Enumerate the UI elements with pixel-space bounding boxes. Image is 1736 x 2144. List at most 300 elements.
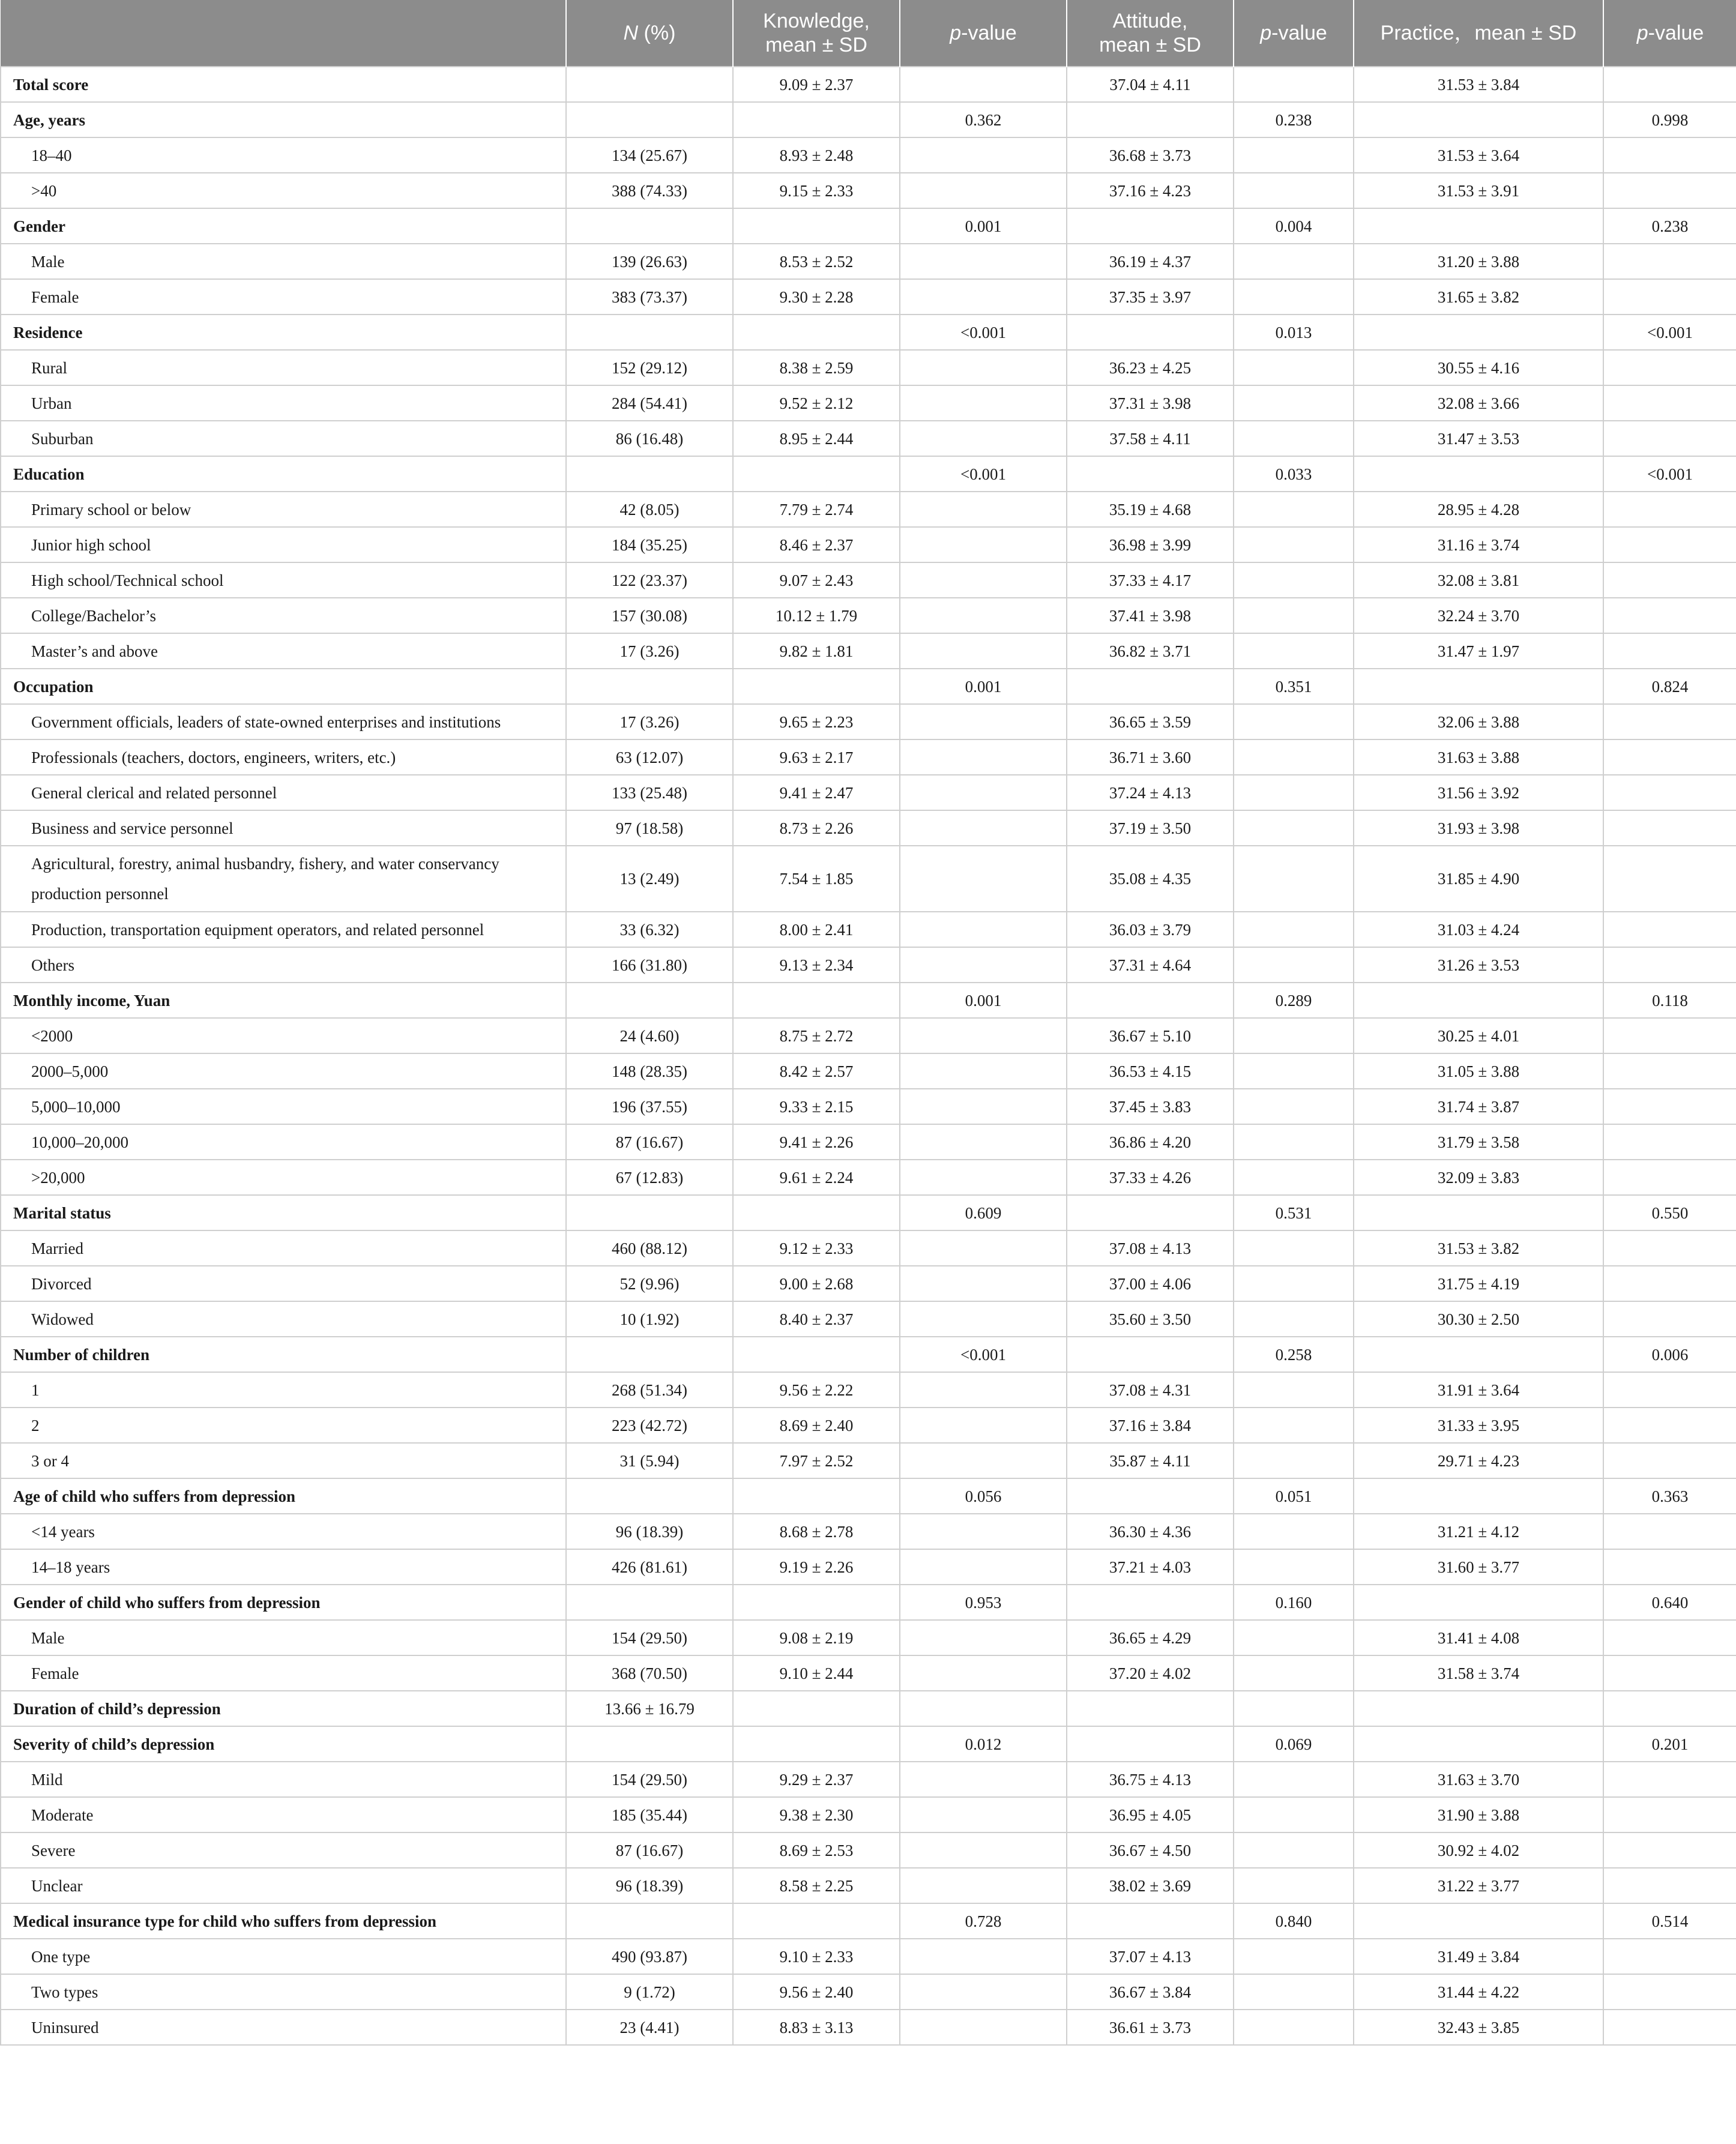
- practice-mean-sd: 31.03 ± 4.24: [1354, 912, 1603, 947]
- attitude-p-value: [1234, 1832, 1354, 1868]
- row-label: Widowed: [1, 1301, 566, 1337]
- attitude-p-value: [1234, 1301, 1354, 1337]
- row-label: 5,000–10,000: [1, 1089, 566, 1124]
- attitude-mean-sd: 37.31 ± 3.98: [1067, 385, 1234, 421]
- row-label: Primary school or below: [1, 492, 566, 527]
- practice-p-value: [1603, 633, 1736, 669]
- practice-mean-sd: 30.92 ± 4.02: [1354, 1832, 1603, 1868]
- practice-mean-sd: 31.85 ± 4.90: [1354, 846, 1603, 912]
- attitude-mean-sd: 36.65 ± 4.29: [1067, 1620, 1234, 1655]
- table-row: [1, 1939, 1736, 1974]
- row-label: Male: [1, 244, 566, 279]
- row-label: >40: [1, 173, 566, 208]
- knowledge-mean-sd: [733, 1726, 900, 1762]
- header-n: N (%): [566, 0, 733, 67]
- practice-mean-sd: 31.58 ± 3.74: [1354, 1655, 1603, 1691]
- attitude-mean-sd: 37.07 ± 4.13: [1067, 1939, 1234, 1974]
- knowledge-p-value: [900, 947, 1067, 983]
- table-header-row: [1, 0, 1736, 67]
- practice-p-value: 0.550: [1603, 1195, 1736, 1230]
- n-percent: 97 (18.58): [566, 810, 733, 846]
- n-percent: 368 (70.50): [566, 1655, 733, 1691]
- table-row-category: [1, 102, 1736, 137]
- attitude-mean-sd: 36.67 ± 3.84: [1067, 1974, 1234, 2010]
- knowledge-mean-sd: 9.13 ± 2.34: [733, 947, 900, 983]
- knowledge-p-value: 0.001: [900, 208, 1067, 244]
- header-practice-p: p-value: [1603, 0, 1736, 67]
- table-row-category: [1, 315, 1736, 350]
- practice-mean-sd: 31.26 ± 3.53: [1354, 947, 1603, 983]
- table-row: [1, 846, 1736, 912]
- attitude-mean-sd: 37.41 ± 3.98: [1067, 598, 1234, 633]
- attitude-mean-sd: [1067, 1195, 1234, 1230]
- knowledge-mean-sd: [733, 669, 900, 704]
- knowledge-p-value: [900, 1018, 1067, 1053]
- table-row: [1, 350, 1736, 385]
- knowledge-mean-sd: 9.10 ± 2.33: [733, 1939, 900, 1974]
- practice-p-value: [1603, 1018, 1736, 1053]
- knowledge-mean-sd: 9.82 ± 1.81: [733, 633, 900, 669]
- knowledge-p-value: 0.012: [900, 1726, 1067, 1762]
- knowledge-mean-sd: 8.93 ± 2.48: [733, 137, 900, 173]
- practice-p-value: [1603, 527, 1736, 562]
- knowledge-p-value: [900, 1089, 1067, 1124]
- attitude-mean-sd: 36.19 ± 4.37: [1067, 244, 1234, 279]
- knowledge-mean-sd: [733, 1903, 900, 1939]
- practice-p-value: 0.824: [1603, 669, 1736, 704]
- attitude-p-value: [1234, 1160, 1354, 1195]
- attitude-mean-sd: 37.35 ± 3.97: [1067, 279, 1234, 315]
- practice-p-value: [1603, 1372, 1736, 1408]
- attitude-mean-sd: 37.33 ± 4.26: [1067, 1160, 1234, 1195]
- attitude-p-value: 0.351: [1234, 669, 1354, 704]
- table-row: [1, 421, 1736, 456]
- table-row: [1, 137, 1736, 173]
- n-percent: 52 (9.96): [566, 1266, 733, 1301]
- practice-mean-sd: 31.49 ± 3.84: [1354, 1939, 1603, 1974]
- practice-p-value: [1603, 1230, 1736, 1266]
- row-label: Married: [1, 1230, 566, 1266]
- row-label: Age of child who suffers from depression: [1, 1478, 566, 1514]
- practice-p-value: [1603, 1089, 1736, 1124]
- practice-mean-sd: 32.09 ± 3.83: [1354, 1160, 1603, 1195]
- practice-p-value: [1603, 1691, 1736, 1726]
- practice-p-value: 0.514: [1603, 1903, 1736, 1939]
- knowledge-mean-sd: 8.75 ± 2.72: [733, 1018, 900, 1053]
- attitude-mean-sd: 37.08 ± 4.31: [1067, 1372, 1234, 1408]
- n-percent: 133 (25.48): [566, 775, 733, 810]
- attitude-mean-sd: 37.19 ± 3.50: [1067, 810, 1234, 846]
- knowledge-p-value: [900, 1797, 1067, 1832]
- table-row: [1, 244, 1736, 279]
- practice-mean-sd: 30.55 ± 4.16: [1354, 350, 1603, 385]
- practice-mean-sd: [1354, 669, 1603, 704]
- knowledge-mean-sd: 8.53 ± 2.52: [733, 244, 900, 279]
- practice-mean-sd: [1354, 1726, 1603, 1762]
- practice-mean-sd: 32.06 ± 3.88: [1354, 704, 1603, 739]
- table-row: [1, 385, 1736, 421]
- practice-mean-sd: [1354, 983, 1603, 1018]
- table-row: [1, 739, 1736, 775]
- practice-p-value: [1603, 1408, 1736, 1443]
- row-label: Suburban: [1, 421, 566, 456]
- practice-mean-sd: 31.21 ± 4.12: [1354, 1514, 1603, 1549]
- n-percent: [566, 102, 733, 137]
- attitude-p-value: [1234, 1018, 1354, 1053]
- knowledge-p-value: [900, 1372, 1067, 1408]
- practice-p-value: [1603, 1301, 1736, 1337]
- practice-mean-sd: 32.43 ± 3.85: [1354, 2010, 1603, 2045]
- n-percent: 122 (23.37): [566, 562, 733, 598]
- knowledge-p-value: [900, 1620, 1067, 1655]
- knowledge-p-value: [900, 279, 1067, 315]
- attitude-p-value: [1234, 1939, 1354, 1974]
- n-percent: [566, 1585, 733, 1620]
- n-percent: [566, 456, 733, 492]
- n-percent: 10 (1.92): [566, 1301, 733, 1337]
- attitude-p-value: [1234, 1797, 1354, 1832]
- table-row: [1, 492, 1736, 527]
- attitude-mean-sd: [1067, 1585, 1234, 1620]
- practice-mean-sd: [1354, 1691, 1603, 1726]
- attitude-mean-sd: 37.04 ± 4.11: [1067, 67, 1234, 102]
- practice-mean-sd: 31.63 ± 3.70: [1354, 1762, 1603, 1797]
- knowledge-mean-sd: 9.08 ± 2.19: [733, 1620, 900, 1655]
- knowledge-mean-sd: 8.46 ± 2.37: [733, 527, 900, 562]
- table-row-category: [1, 456, 1736, 492]
- attitude-mean-sd: [1067, 1478, 1234, 1514]
- practice-mean-sd: 31.53 ± 3.82: [1354, 1230, 1603, 1266]
- practice-p-value: [1603, 1443, 1736, 1478]
- table-row: [1, 173, 1736, 208]
- knowledge-mean-sd: 9.65 ± 2.23: [733, 704, 900, 739]
- row-label: Production, transportation equipment operators, and related personnel: [1, 912, 566, 947]
- table-row: [1, 1089, 1736, 1124]
- row-label: Male: [1, 1620, 566, 1655]
- attitude-mean-sd: 37.24 ± 4.13: [1067, 775, 1234, 810]
- attitude-mean-sd: 38.02 ± 3.69: [1067, 1868, 1234, 1903]
- row-label: 18–40: [1, 137, 566, 173]
- row-label: Rural: [1, 350, 566, 385]
- knowledge-p-value: [900, 1408, 1067, 1443]
- practice-mean-sd: 32.24 ± 3.70: [1354, 598, 1603, 633]
- attitude-p-value: [1234, 1974, 1354, 2010]
- header-attitude: Attitude, mean ± SD: [1067, 0, 1234, 67]
- row-label: Education: [1, 456, 566, 492]
- n-percent: 460 (88.12): [566, 1230, 733, 1266]
- attitude-mean-sd: [1067, 669, 1234, 704]
- attitude-mean-sd: 36.61 ± 3.73: [1067, 2010, 1234, 2045]
- knowledge-mean-sd: 9.07 ± 2.43: [733, 562, 900, 598]
- table-row: [1, 1762, 1736, 1797]
- attitude-mean-sd: 36.65 ± 3.59: [1067, 704, 1234, 739]
- n-percent: 9 (1.72): [566, 1974, 733, 2010]
- table-row: [1, 1408, 1736, 1443]
- attitude-mean-sd: 36.53 ± 4.15: [1067, 1053, 1234, 1089]
- attitude-mean-sd: [1067, 1337, 1234, 1372]
- table-row: [1, 1549, 1736, 1585]
- practice-p-value: [1603, 846, 1736, 912]
- practice-p-value: 0.998: [1603, 102, 1736, 137]
- attitude-p-value: 0.004: [1234, 208, 1354, 244]
- n-percent: 24 (4.60): [566, 1018, 733, 1053]
- knowledge-p-value: 0.362: [900, 102, 1067, 137]
- knowledge-p-value: [900, 350, 1067, 385]
- table-row-category: [1, 1585, 1736, 1620]
- n-percent: [566, 1195, 733, 1230]
- practice-mean-sd: 31.93 ± 3.98: [1354, 810, 1603, 846]
- knowledge-p-value: [900, 2010, 1067, 2045]
- row-label: Mild: [1, 1762, 566, 1797]
- knowledge-p-value: [900, 421, 1067, 456]
- row-label: Gender of child who suffers from depression: [1, 1585, 566, 1620]
- attitude-mean-sd: 36.30 ± 4.36: [1067, 1514, 1234, 1549]
- practice-p-value: [1603, 1124, 1736, 1160]
- practice-mean-sd: [1354, 1478, 1603, 1514]
- row-label: <2000: [1, 1018, 566, 1053]
- attitude-p-value: 0.531: [1234, 1195, 1354, 1230]
- n-percent: 17 (3.26): [566, 704, 733, 739]
- practice-mean-sd: [1354, 315, 1603, 350]
- attitude-p-value: [1234, 846, 1354, 912]
- practice-mean-sd: 30.25 ± 4.01: [1354, 1018, 1603, 1053]
- n-percent: 148 (28.35): [566, 1053, 733, 1089]
- knowledge-p-value: [900, 1655, 1067, 1691]
- knowledge-mean-sd: [733, 1195, 900, 1230]
- n-percent: 134 (25.67): [566, 137, 733, 173]
- knowledge-mean-sd: 8.58 ± 2.25: [733, 1868, 900, 1903]
- practice-mean-sd: 31.74 ± 3.87: [1354, 1089, 1603, 1124]
- attitude-mean-sd: 35.08 ± 4.35: [1067, 846, 1234, 912]
- attitude-p-value: [1234, 562, 1354, 598]
- table-row: [1, 1266, 1736, 1301]
- knowledge-p-value: [900, 1124, 1067, 1160]
- table-row: [1, 1372, 1736, 1408]
- practice-p-value: [1603, 2010, 1736, 2045]
- knowledge-mean-sd: 8.38 ± 2.59: [733, 350, 900, 385]
- knowledge-mean-sd: [733, 208, 900, 244]
- practice-mean-sd: 31.47 ± 3.53: [1354, 421, 1603, 456]
- n-percent: 152 (29.12): [566, 350, 733, 385]
- knowledge-p-value: [900, 1230, 1067, 1266]
- practice-mean-sd: [1354, 208, 1603, 244]
- practice-mean-sd: 31.41 ± 4.08: [1354, 1620, 1603, 1655]
- row-label: Business and service personnel: [1, 810, 566, 846]
- attitude-mean-sd: 36.68 ± 3.73: [1067, 137, 1234, 173]
- row-label: >20,000: [1, 1160, 566, 1195]
- table-row: [1, 1797, 1736, 1832]
- practice-p-value: [1603, 1549, 1736, 1585]
- n-percent: 96 (18.39): [566, 1514, 733, 1549]
- attitude-mean-sd: [1067, 208, 1234, 244]
- knowledge-mean-sd: [733, 102, 900, 137]
- table-row: [1, 562, 1736, 598]
- knowledge-mean-sd: 9.29 ± 2.37: [733, 1762, 900, 1797]
- practice-p-value: [1603, 421, 1736, 456]
- attitude-mean-sd: 36.98 ± 3.99: [1067, 527, 1234, 562]
- table-body: [1, 67, 1736, 2045]
- knowledge-p-value: [900, 1514, 1067, 1549]
- attitude-p-value: [1234, 350, 1354, 385]
- practice-p-value: [1603, 1160, 1736, 1195]
- attitude-p-value: [1234, 1443, 1354, 1478]
- table-row: [1, 1230, 1736, 1266]
- knowledge-mean-sd: 8.69 ± 2.53: [733, 1832, 900, 1868]
- n-percent: [566, 208, 733, 244]
- knowledge-p-value: [900, 173, 1067, 208]
- attitude-mean-sd: 36.67 ± 5.10: [1067, 1018, 1234, 1053]
- n-percent: 33 (6.32): [566, 912, 733, 947]
- knowledge-mean-sd: 8.95 ± 2.44: [733, 421, 900, 456]
- attitude-p-value: [1234, 1655, 1354, 1691]
- attitude-mean-sd: 36.75 ± 4.13: [1067, 1762, 1234, 1797]
- practice-p-value: [1603, 385, 1736, 421]
- attitude-mean-sd: 37.20 ± 4.02: [1067, 1655, 1234, 1691]
- knowledge-mean-sd: 9.15 ± 2.33: [733, 173, 900, 208]
- n-percent: 185 (35.44): [566, 1797, 733, 1832]
- practice-p-value: [1603, 1974, 1736, 2010]
- practice-p-value: 0.363: [1603, 1478, 1736, 1514]
- attitude-p-value: [1234, 1762, 1354, 1797]
- practice-mean-sd: 31.16 ± 3.74: [1354, 527, 1603, 562]
- knowledge-p-value: <0.001: [900, 1337, 1067, 1372]
- table-row: [1, 279, 1736, 315]
- practice-p-value: [1603, 775, 1736, 810]
- attitude-mean-sd: 37.31 ± 4.64: [1067, 947, 1234, 983]
- row-label: Female: [1, 1655, 566, 1691]
- practice-mean-sd: 31.33 ± 3.95: [1354, 1408, 1603, 1443]
- knowledge-p-value: [900, 1832, 1067, 1868]
- attitude-p-value: [1234, 1372, 1354, 1408]
- knowledge-p-value: [900, 492, 1067, 527]
- knowledge-p-value: [900, 1868, 1067, 1903]
- row-label: Number of children: [1, 1337, 566, 1372]
- attitude-mean-sd: 36.95 ± 4.05: [1067, 1797, 1234, 1832]
- attitude-mean-sd: 37.21 ± 4.03: [1067, 1549, 1234, 1585]
- knowledge-p-value: [900, 739, 1067, 775]
- attitude-p-value: [1234, 1620, 1354, 1655]
- knowledge-mean-sd: 8.73 ± 2.26: [733, 810, 900, 846]
- practice-p-value: [1603, 1514, 1736, 1549]
- knowledge-mean-sd: 8.40 ± 2.37: [733, 1301, 900, 1337]
- row-label: 3 or 4: [1, 1443, 566, 1478]
- knowledge-mean-sd: 8.68 ± 2.78: [733, 1514, 900, 1549]
- n-percent: [566, 1337, 733, 1372]
- knowledge-p-value: [900, 633, 1067, 669]
- attitude-mean-sd: 37.58 ± 4.11: [1067, 421, 1234, 456]
- n-percent: 139 (26.63): [566, 244, 733, 279]
- knowledge-p-value: [900, 527, 1067, 562]
- practice-p-value: [1603, 279, 1736, 315]
- attitude-mean-sd: [1067, 456, 1234, 492]
- practice-p-value: [1603, 1868, 1736, 1903]
- n-percent: [566, 1903, 733, 1939]
- practice-p-value: [1603, 1797, 1736, 1832]
- n-percent: 96 (18.39): [566, 1868, 733, 1903]
- knowledge-mean-sd: 9.10 ± 2.44: [733, 1655, 900, 1691]
- knowledge-p-value: [900, 1691, 1067, 1726]
- practice-p-value: [1603, 1266, 1736, 1301]
- table-row-category: [1, 208, 1736, 244]
- knowledge-mean-sd: 9.41 ± 2.47: [733, 775, 900, 810]
- attitude-p-value: 0.238: [1234, 102, 1354, 137]
- attitude-p-value: 0.051: [1234, 1478, 1354, 1514]
- row-label: Severe: [1, 1832, 566, 1868]
- row-label: Monthly income, Yuan: [1, 983, 566, 1018]
- table-row: [1, 704, 1736, 739]
- knowledge-p-value: [900, 846, 1067, 912]
- row-label: Unclear: [1, 1868, 566, 1903]
- header-attitude-p: p-value: [1234, 0, 1354, 67]
- practice-p-value: <0.001: [1603, 315, 1736, 350]
- attitude-p-value: 0.069: [1234, 1726, 1354, 1762]
- table-row: [1, 1053, 1736, 1089]
- attitude-mean-sd: 36.82 ± 3.71: [1067, 633, 1234, 669]
- practice-p-value: [1603, 492, 1736, 527]
- practice-p-value: [1603, 1620, 1736, 1655]
- attitude-mean-sd: [1067, 1726, 1234, 1762]
- attitude-p-value: [1234, 279, 1354, 315]
- n-percent: 67 (12.83): [566, 1160, 733, 1195]
- knowledge-mean-sd: 9.19 ± 2.26: [733, 1549, 900, 1585]
- row-label: Moderate: [1, 1797, 566, 1832]
- row-label: Medical insurance type for child who suffers from depression: [1, 1903, 566, 1939]
- practice-p-value: [1603, 739, 1736, 775]
- n-percent: 31 (5.94): [566, 1443, 733, 1478]
- knowledge-mean-sd: [733, 1691, 900, 1726]
- attitude-p-value: [1234, 1124, 1354, 1160]
- knowledge-p-value: <0.001: [900, 456, 1067, 492]
- attitude-p-value: [1234, 2010, 1354, 2045]
- practice-p-value: 0.640: [1603, 1585, 1736, 1620]
- table-row: [1, 947, 1736, 983]
- practice-mean-sd: 31.05 ± 3.88: [1354, 1053, 1603, 1089]
- attitude-p-value: [1234, 1514, 1354, 1549]
- attitude-mean-sd: [1067, 315, 1234, 350]
- attitude-p-value: [1234, 739, 1354, 775]
- n-percent: 63 (12.07): [566, 739, 733, 775]
- row-label: 2: [1, 1408, 566, 1443]
- practice-mean-sd: [1354, 1585, 1603, 1620]
- row-label: Marital status: [1, 1195, 566, 1230]
- knowledge-mean-sd: 7.79 ± 2.74: [733, 492, 900, 527]
- row-label: Urban: [1, 385, 566, 421]
- practice-p-value: [1603, 562, 1736, 598]
- n-percent: 154 (29.50): [566, 1762, 733, 1797]
- n-percent: 13 (2.49): [566, 846, 733, 912]
- n-percent: [566, 315, 733, 350]
- row-label: Government officials, leaders of state-owned enterprises and institutions: [1, 704, 566, 739]
- practice-mean-sd: 32.08 ± 3.81: [1354, 562, 1603, 598]
- knowledge-p-value: 0.728: [900, 1903, 1067, 1939]
- n-percent: 388 (74.33): [566, 173, 733, 208]
- knowledge-p-value: 0.056: [900, 1478, 1067, 1514]
- practice-p-value: [1603, 810, 1736, 846]
- knowledge-p-value: [900, 1974, 1067, 2010]
- knowledge-p-value: 0.001: [900, 669, 1067, 704]
- practice-p-value: [1603, 1762, 1736, 1797]
- table-row-category: [1, 1726, 1736, 1762]
- table-row: [1, 1655, 1736, 1691]
- knowledge-mean-sd: 8.00 ± 2.41: [733, 912, 900, 947]
- practice-mean-sd: 31.91 ± 3.64: [1354, 1372, 1603, 1408]
- knowledge-mean-sd: 9.61 ± 2.24: [733, 1160, 900, 1195]
- attitude-p-value: [1234, 137, 1354, 173]
- attitude-mean-sd: 36.67 ± 4.50: [1067, 1832, 1234, 1868]
- knowledge-mean-sd: 8.83 ± 3.13: [733, 2010, 900, 2045]
- n-percent: [566, 983, 733, 1018]
- knowledge-mean-sd: 7.97 ± 2.52: [733, 1443, 900, 1478]
